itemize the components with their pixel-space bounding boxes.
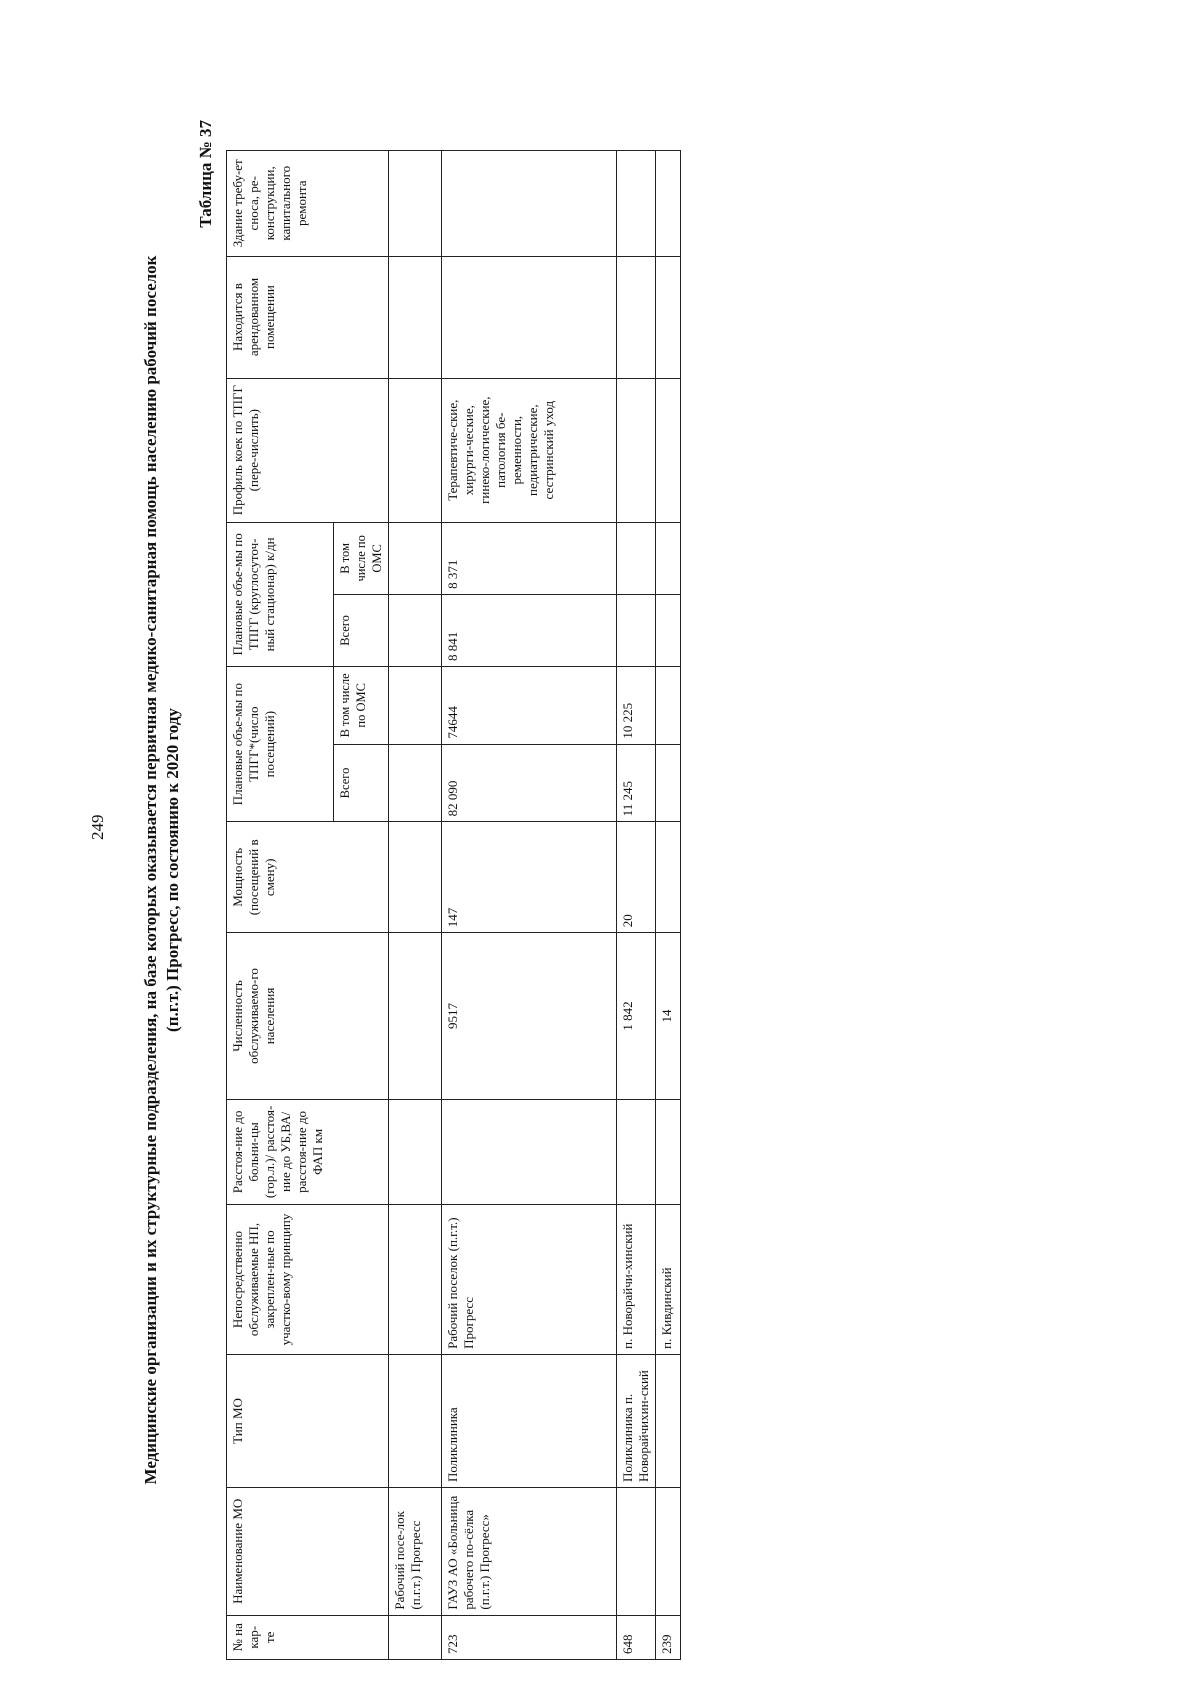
header-population: Численность обслуживаемо-го населения: [227, 933, 389, 1099]
table-header-row: [227, 151, 334, 1660]
header-profile: Профиль коек по ТПГГ (пере-числить): [227, 378, 389, 522]
table-label: Таблица № 37: [196, 120, 215, 228]
header-building: Здание требу-ет сноса, ре-конструкции, капитального ремонта: [227, 151, 389, 257]
cell-type: Поликлиника п. Новорайчихин-ский: [617, 1354, 656, 1487]
page-number: 249: [88, 814, 107, 840]
table-row: [442, 151, 617, 1660]
cell-num: 239: [656, 1615, 681, 1659]
cell-distance: [656, 1099, 681, 1204]
cell-visits-total: 11 245: [617, 744, 656, 822]
header-hosp: Плановые объе-мы по ТПГГ (круглосуточ-ный стационар) к/дн: [227, 522, 334, 666]
cell-building: [442, 151, 617, 257]
cell-hosp-total: [656, 594, 681, 666]
cell-population: 14: [656, 933, 681, 1099]
cell-rented: [656, 256, 681, 378]
cell-visits-oms: 10 225: [617, 667, 656, 745]
rotated-page-content: [140, 80, 780, 1660]
cell-hosp-total: [617, 594, 656, 666]
group-row-name: Рабочий посе-лок (п.г.т.) Прогресс: [389, 1488, 442, 1616]
cell-visits-oms: [656, 667, 681, 745]
cell-capacity: 147: [442, 822, 617, 933]
cell-profile: [617, 378, 656, 522]
header-rented: Находится в арендованном помещении: [227, 256, 389, 378]
cell-name: [617, 1488, 656, 1616]
cell-type: Поликлиника: [442, 1354, 617, 1487]
header-num: № на кар-те: [227, 1615, 389, 1659]
cell-num: 723: [442, 1615, 617, 1659]
cell-population: 1 842: [617, 933, 656, 1099]
cell-num: 648: [617, 1615, 656, 1659]
cell-rented: [442, 256, 617, 378]
cell-visits-total: 82 090: [442, 744, 617, 822]
header-hosp-oms: В том числе по ОМС: [334, 522, 389, 594]
header-capacity: Мощность (посещений в смену): [227, 822, 389, 933]
cell-distance: [617, 1099, 656, 1204]
title-line-2: (п.г.т.) Прогресс, по состоянию к 2020 году: [163, 708, 182, 1032]
header-served: Непосредственно обслуживаемые НП, закреплен-ные по участко-вому принципу: [227, 1205, 389, 1355]
cell-visits-total: [656, 744, 681, 822]
header-hosp-total: Всего: [334, 594, 389, 666]
cell-profile: Терапевтиче-ские, хирурги-ческие, гинеко-логические, патология бе-ременности, педиатрические, сестринский уход: [442, 378, 617, 522]
header-name: Наименование МО: [227, 1488, 389, 1616]
cell-profile: [656, 378, 681, 522]
cell-name: ГАУЗ АО «Больница рабочего по-сёлка (п.г.т.) Прогресс»: [442, 1488, 617, 1616]
cell-hosp-oms: [617, 522, 656, 594]
header-visits: Плановые объе-мы по ТПГГ*(число посещений): [227, 667, 334, 822]
document-title: [140, 80, 184, 1660]
header-distance: Расстоя-ние до больни-цы (гор.л.)/ расстоя-ние до УБ,ВА/ расстоя-ние до ФАП км: [227, 1099, 389, 1204]
cell-capacity: [656, 822, 681, 933]
cell-hosp-oms: 8 371: [442, 522, 617, 594]
cell-served: п. Кивдинский: [656, 1205, 681, 1355]
header-type: Тип МО: [227, 1354, 389, 1487]
cell-building: [617, 151, 656, 257]
table-row: [617, 151, 656, 1660]
cell-name: [656, 1488, 681, 1616]
cell-hosp-oms: [656, 522, 681, 594]
cell-hosp-total: 8 841: [442, 594, 617, 666]
cell-capacity: 20: [617, 822, 656, 933]
cell-served: п. Новорайчи-хинский: [617, 1205, 656, 1355]
medical-organizations-table: [226, 150, 681, 1660]
table-row: [656, 151, 681, 1660]
cell-served: Рабочий поселок (п.г.т.) Прогресс: [442, 1205, 617, 1355]
cell-population: 9517: [442, 933, 617, 1099]
title-line-1: Медицинские организации и их структурные подразделения, на базе которых оказывается первичная медико-санитарная помощь населению рабочий поселок: [141, 255, 160, 1485]
cell-type: [656, 1354, 681, 1487]
header-visits-total: Всего: [334, 744, 389, 822]
cell-distance: [442, 1099, 617, 1204]
cell-rented: [617, 256, 656, 378]
header-visits-oms: В том числе по ОМС: [334, 667, 389, 745]
table-group-row: [389, 151, 442, 1660]
cell-visits-oms: 74644: [442, 667, 617, 745]
cell-building: [656, 151, 681, 257]
